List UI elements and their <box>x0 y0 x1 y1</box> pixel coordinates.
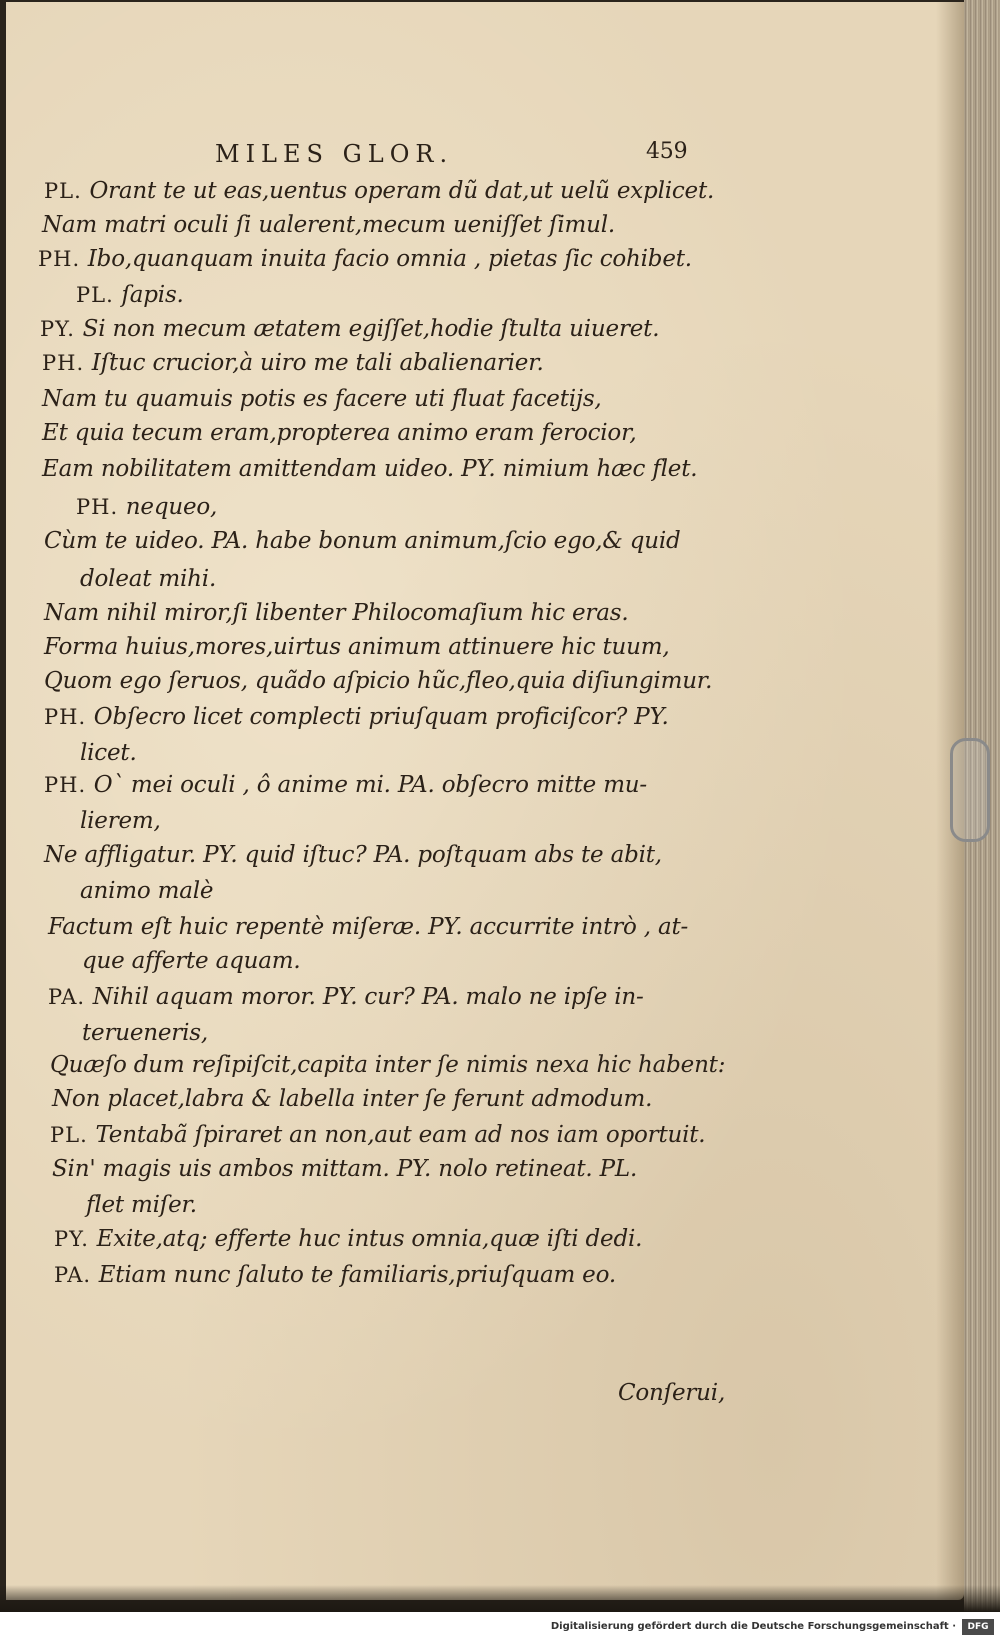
speaker-label: PH. <box>44 705 94 729</box>
speaker-label: PY. <box>40 317 83 341</box>
verse-line <box>42 420 636 446</box>
verse-line <box>38 246 692 272</box>
speaker-label: PH. <box>76 495 126 519</box>
line-text: Ne affligatur. PY. quid iſtuc? PA. poſtquam abs te abit, <box>44 842 662 868</box>
speaker-label: PL. <box>44 179 90 203</box>
line-text: flet miſer. <box>86 1192 197 1218</box>
catchword: Conſerui, <box>618 1380 726 1406</box>
speaker-label: PH. <box>44 773 94 797</box>
verse-line <box>86 1192 197 1218</box>
speaker-label: PA. <box>48 985 93 1009</box>
line-text: Eam nobilitatem amittendam uideo. PY. nimium hæc flet. <box>42 456 698 482</box>
verse-line <box>50 1052 725 1078</box>
line-text: Ibo,quanquam inuita facio omnia , pietas ſic cohibet. <box>87 246 692 272</box>
verse-line <box>52 1156 637 1182</box>
line-text: Quæſo dum reſipiſcit,capita inter ſe nimis nexa hic habent: <box>50 1052 726 1078</box>
line-text: Etiam nunc ſaluto te familiaris,priuſquam eo. <box>98 1262 616 1288</box>
line-text: licet. <box>80 740 137 766</box>
line-text: ſapis. <box>121 282 184 308</box>
line-text: Nam nihil miror,ſi libenter Philocomaſium hic eras. <box>44 600 629 626</box>
verse-line <box>54 1226 642 1252</box>
speaker-label: PL. <box>76 283 122 307</box>
line-text: lierem, <box>80 808 161 834</box>
line-text: Tentabã ſpiraret an non,aut eam ad nos iam oportuit. <box>95 1122 706 1148</box>
line-text: Obſecro licet complecti priuſquam proficiſcor? PY. <box>93 704 669 730</box>
speaker-label: PL. <box>50 1123 96 1147</box>
verse-line <box>54 1262 616 1288</box>
verse-line <box>48 984 644 1010</box>
line-text: que afferte aquam. <box>82 948 301 974</box>
line-text: Nam matri oculi ſi ualerent,mecum ueniſſet ſimul. <box>42 212 615 238</box>
verse-line <box>52 1086 652 1112</box>
verse-line <box>48 914 688 940</box>
verse-line <box>40 316 659 342</box>
line-text: Sin' magis uis ambos mittam. PY. nolo retineat. PL. <box>52 1156 638 1182</box>
line-text: doleat mihi. <box>80 566 217 592</box>
speaker-label: PH. <box>38 247 88 271</box>
verse-line <box>80 566 216 592</box>
verse-line <box>80 878 213 904</box>
line-text: Si non mecum ætatem egiſſet,hodie ſtulta uiueret. <box>82 316 660 342</box>
speaker-label: PY. <box>54 1227 97 1251</box>
verse-line <box>44 668 712 694</box>
verse-line <box>42 456 697 482</box>
line-text: Nam tu quamuis potis es facere uti fluat facetijs, <box>42 386 602 412</box>
line-text: Quom ego ſeruos, quãdo aſpicio hũc,fleo,quia diſiungimur. <box>44 668 713 694</box>
verse-line <box>44 772 647 798</box>
verse-line <box>44 634 669 660</box>
verse-line <box>44 704 669 730</box>
verse-line <box>42 212 615 238</box>
line-text: Orant te ut eas,uentus operam dũ dat,ut uelũ explicet. <box>89 178 715 204</box>
verse-line <box>44 178 714 204</box>
line-text: Exite,atq; efferte huc intus omnia,quæ iſti dedi. <box>96 1226 643 1252</box>
verse-line <box>80 740 137 766</box>
verse-line <box>76 282 184 308</box>
verse-line <box>80 808 161 834</box>
line-text: Cùm te uideo. PA. habe bonum animum,ſcio ego,& quid <box>44 528 681 554</box>
speaker-label: PA. <box>54 1263 99 1287</box>
digitization-footer <box>0 1612 1000 1644</box>
verse-line <box>44 842 662 868</box>
line-text: animo malè <box>80 878 214 904</box>
line-text: O` mei oculi , ô anime mi. PA. obſecro mitte mu- <box>93 772 647 798</box>
verse-line <box>76 494 217 520</box>
line-text: nequeo, <box>125 494 218 520</box>
line-text: Forma huius,mores,uirtus animum attinuere hic tuum, <box>44 634 670 660</box>
dfg-logo: DFG <box>962 1619 994 1635</box>
line-text: Non placet,labra & labella inter ſe ferunt admodum. <box>52 1086 653 1112</box>
line-text: Nihil aquam moror. PY. cur? PA. malo ne ipſe in- <box>92 984 644 1010</box>
verse-line <box>42 350 544 376</box>
verse-line <box>82 948 300 974</box>
running-head: MILES GLOR. <box>215 140 454 168</box>
line-text: Et quia tecum eram,propterea animo eram ferocior, <box>42 420 637 446</box>
line-text: terueneris, <box>82 1020 208 1046</box>
line-text: Factum eſt huic repentè miſeræ. PY. accurrite intrò , at- <box>48 914 689 940</box>
page-number: 459 <box>646 139 688 164</box>
verse-line <box>44 528 681 554</box>
funding-note: Digitalisierung gefördert durch die Deutsche Forschungsgemeinschaft · <box>550 1621 956 1632</box>
line-text: Iſtuc crucior,à uiro me tali abalienarier. <box>91 350 544 376</box>
speaker-label: PH. <box>42 351 92 375</box>
verse-line <box>82 1020 208 1046</box>
verse-line <box>44 600 628 626</box>
verse-line <box>42 386 602 412</box>
verse-line <box>50 1122 705 1148</box>
